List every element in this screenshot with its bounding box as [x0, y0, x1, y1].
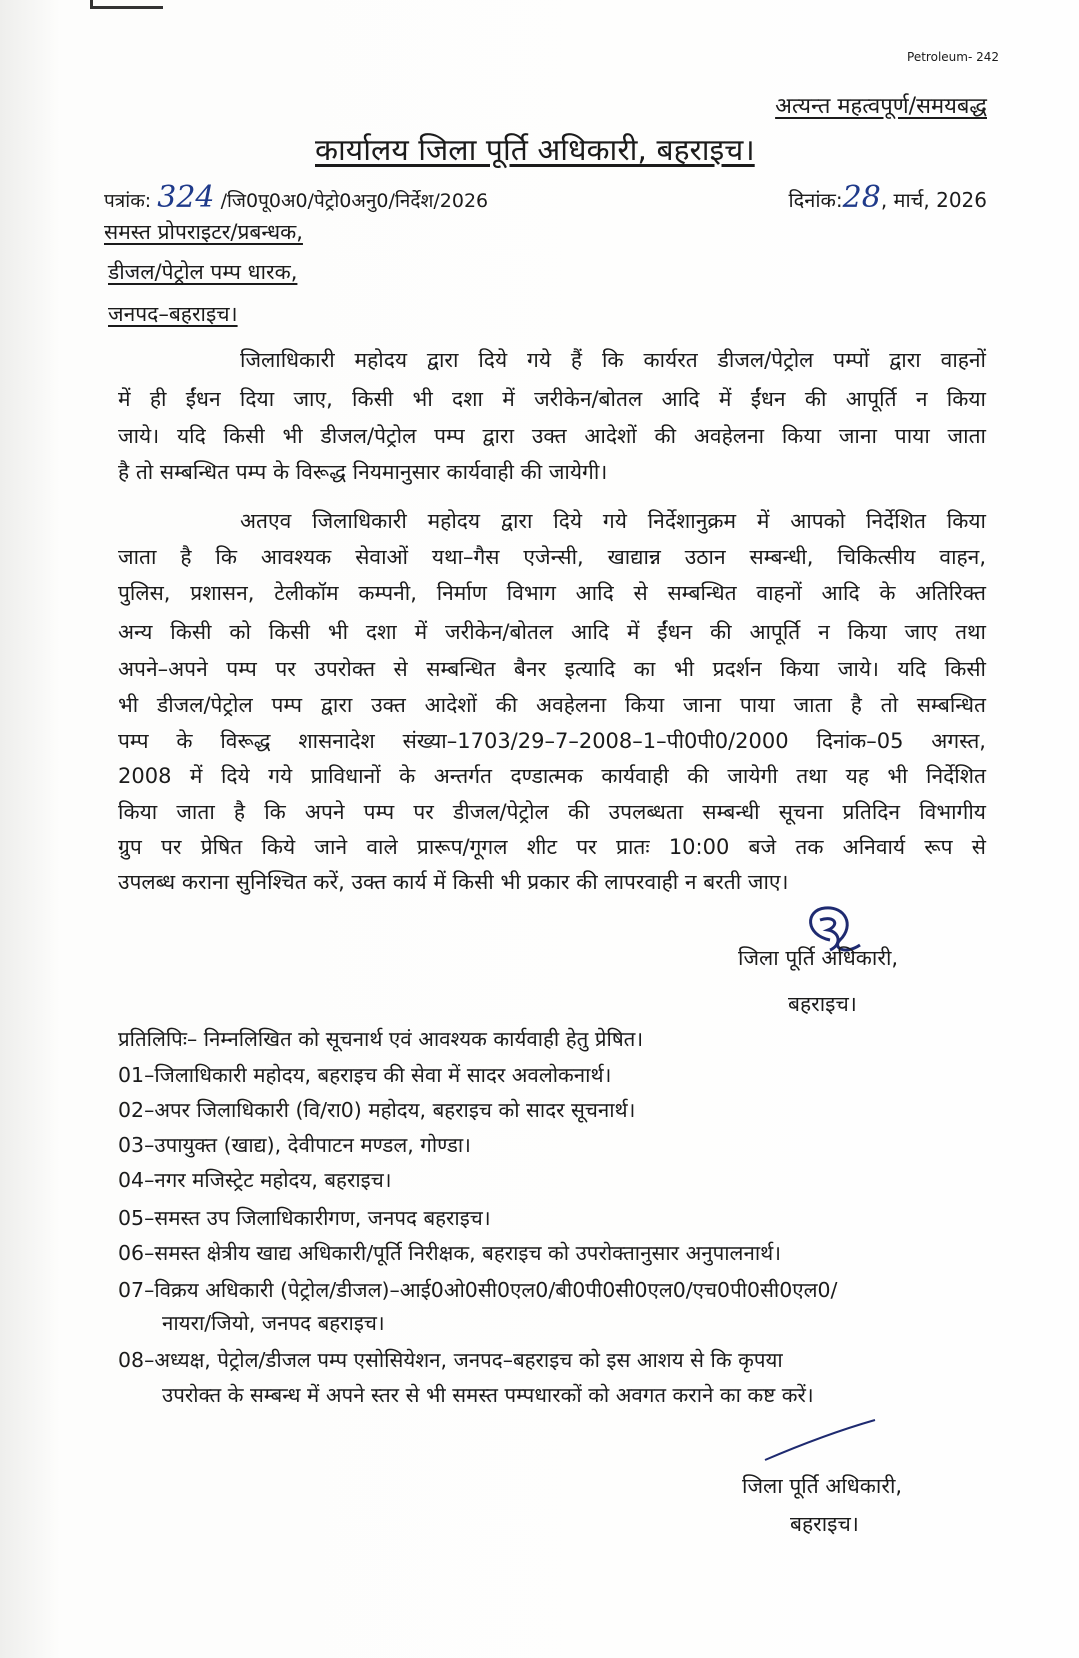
signature-title: जिला पूर्ति अधिकारी,	[742, 1474, 903, 1498]
signature-title: जिला पूर्ति अधिकारी,	[738, 946, 899, 970]
date-label: दिनांक:	[788, 188, 843, 212]
copy-intro: प्रतिलिपिः– निम्नलिखित को सूचनार्थ एवं आवश्यक कार्यवाही हेतु प्रेषित।	[118, 1027, 644, 1051]
text-line: जाता है कि आवश्यक सेवाओं यथा–गैस एजेन्सी, खाद्यान्न उठान सम्बन्धी, चिकित्सीय वाहन,	[118, 545, 986, 569]
document-code: Petroleum- 242	[907, 50, 999, 64]
ref-number-handwritten: 324	[157, 180, 215, 215]
reference-number	[104, 180, 488, 215]
text-line: अपने–अपने पम्प पर उपरोक्त से सम्बन्धित बैनर इत्यादि का भी प्रदर्शन किया जाये। यदि किसी	[118, 657, 986, 681]
text-line: ग्रुप पर प्रेषित किये जाने वाले प्रारूप/गूगल शीट पर प्रातः 10:00 बजे तक अनिवार्य रूप से	[118, 835, 986, 859]
copy-item: 06–समस्त क्षेत्रीय खाद्य अधिकारी/पूर्ति निरीक्षक, बहराइच को उपरोक्तानुसार अनुपालनार्थ।	[118, 1241, 782, 1265]
text-line: भी डीजल/पेट्रोल पम्प द्वारा उक्त आदेशों की अवहेलना किया जाना पाया जाता है तो सम्बन्धित	[118, 693, 986, 717]
copy-item: 02–अपर जिलाधिकारी (वि/रा0) महोदय, बहराइच को सादर सूचनार्थ।	[118, 1098, 636, 1122]
addressee-line: डीजल/पेट्रोल पम्प धारक,	[108, 260, 298, 284]
text-line: 2008 में दिये गये प्राविधानों के अन्तर्गत दण्डात्मक कार्यवाही की जायेगी तथा यह भी निर्देशित	[118, 764, 986, 788]
text-line: है तो सम्बन्धित पम्प के विरूद्ध नियमानुसार कार्यवाही की जायेगी।	[118, 460, 608, 484]
text-line: किया जाता है कि अपने पम्प पर डीजल/पेट्रोल की उपलब्धता सम्बन्धी सूचना प्रतिदिन विभागीय	[118, 800, 986, 824]
text-line: अतएव जिलाधिकारी महोदय द्वारा दिये गये निर्देशानुक्रम में आपको निर्देशित किया	[240, 509, 986, 533]
copy-item-continued: नायरा/जियो, जनपद बहराइच।	[162, 1311, 385, 1335]
copy-item: 08–अध्यक्ष, पेट्रोल/डीजल पम्प एसोसियेशन, जनपद–बहराइच को इस आशय से कि कृपया	[118, 1348, 783, 1372]
text-line: जिलाधिकारी महोदय द्वारा दिये गये हैं कि कार्यरत डीजल/पेट्रोल पम्पों द्वारा वाहनों	[240, 348, 986, 372]
addressee-line: समस्त प्रोपराइटर/प्रबन्धक,	[104, 220, 303, 244]
copy-item: 03–उपायुक्त (खाद्य), देवीपाटन मण्डल, गोण्डा।	[118, 1133, 471, 1157]
ref-suffix: /जि0पू0अ0/पेट्रो0अनु0/निर्देश/2026	[220, 190, 489, 212]
date-rest: , मार्च, 2026	[880, 188, 987, 212]
signature-place: बहराइच।	[790, 1512, 859, 1536]
text-line: जाये। यदि किसी भी डीजल/पेट्रोल पम्प द्वारा उक्त आदेशों की अवहेलना किया जाना पाया जाता	[118, 424, 986, 448]
copy-item-continued: उपरोक्त के सम्बन्ध में अपने स्तर से भी समस्त पम्पधारकों को अवगत कराने का कष्ट करें।	[162, 1383, 814, 1407]
text-line: में ही ईंधन दिया जाए, किसी भी दशा में जरीकेन/बोतल आदि में ईंधन की आपूर्ति न किया	[118, 387, 986, 411]
priority-label: अत्यन्त महत्वपूर्ण/समयबद्ध	[775, 94, 987, 119]
text-line: पम्प के विरूद्ध शासनादेश संख्या–1703/29–7–2008–1–पी0पी0/2000 दिनांक–05 अगस्त,	[118, 729, 986, 753]
copy-item: 07–विक्रय अधिकारी (पेट्रोल/डीजल)–आई0ओ0सी0एल0/बी0पी0सी0एल0/एच0पी0सी0एल0/	[118, 1278, 838, 1302]
ref-label: पत्रांक:	[104, 190, 152, 212]
date-day-handwritten: 28	[842, 180, 881, 215]
copy-item: 01–जिलाधिकारी महोदय, बहराइच की सेवा में सादर अवलोकनार्थ।	[118, 1063, 612, 1087]
text-line: पुलिस, प्रशासन, टेलीकॉम कम्पनी, निर्माण विभाग आदि से सम्बन्धित वाहनों आदि के अतिरिक्त	[118, 581, 986, 605]
office-title: कार्यालय जिला पूर्ति अधिकारी, बहराइच।	[315, 133, 755, 168]
copy-item: 04–नगर मजिस्ट्रेट महोदय, बहराइच।	[118, 1168, 392, 1192]
text-line: उपलब्ध कराना सुनिश्चित करें, उक्त कार्य में किसी भी प्रकार की लापरवाही न बरती जाए।	[118, 870, 789, 894]
text-line: अन्य किसी को किसी भी दशा में जरीकेन/बोतल आदि में ईंधन की आपूर्ति न किया जाए तथा	[118, 620, 986, 644]
page-edge-mark	[90, 0, 163, 9]
signature-scribble-2	[760, 1415, 880, 1465]
letter-date	[788, 180, 987, 215]
signature-place: बहराइच।	[788, 992, 857, 1016]
addressee-line: जनपद–बहराइच।	[108, 302, 238, 326]
copy-item: 05–समस्त उप जिलाधिकारीगण, जनपद बहराइच।	[118, 1206, 491, 1230]
